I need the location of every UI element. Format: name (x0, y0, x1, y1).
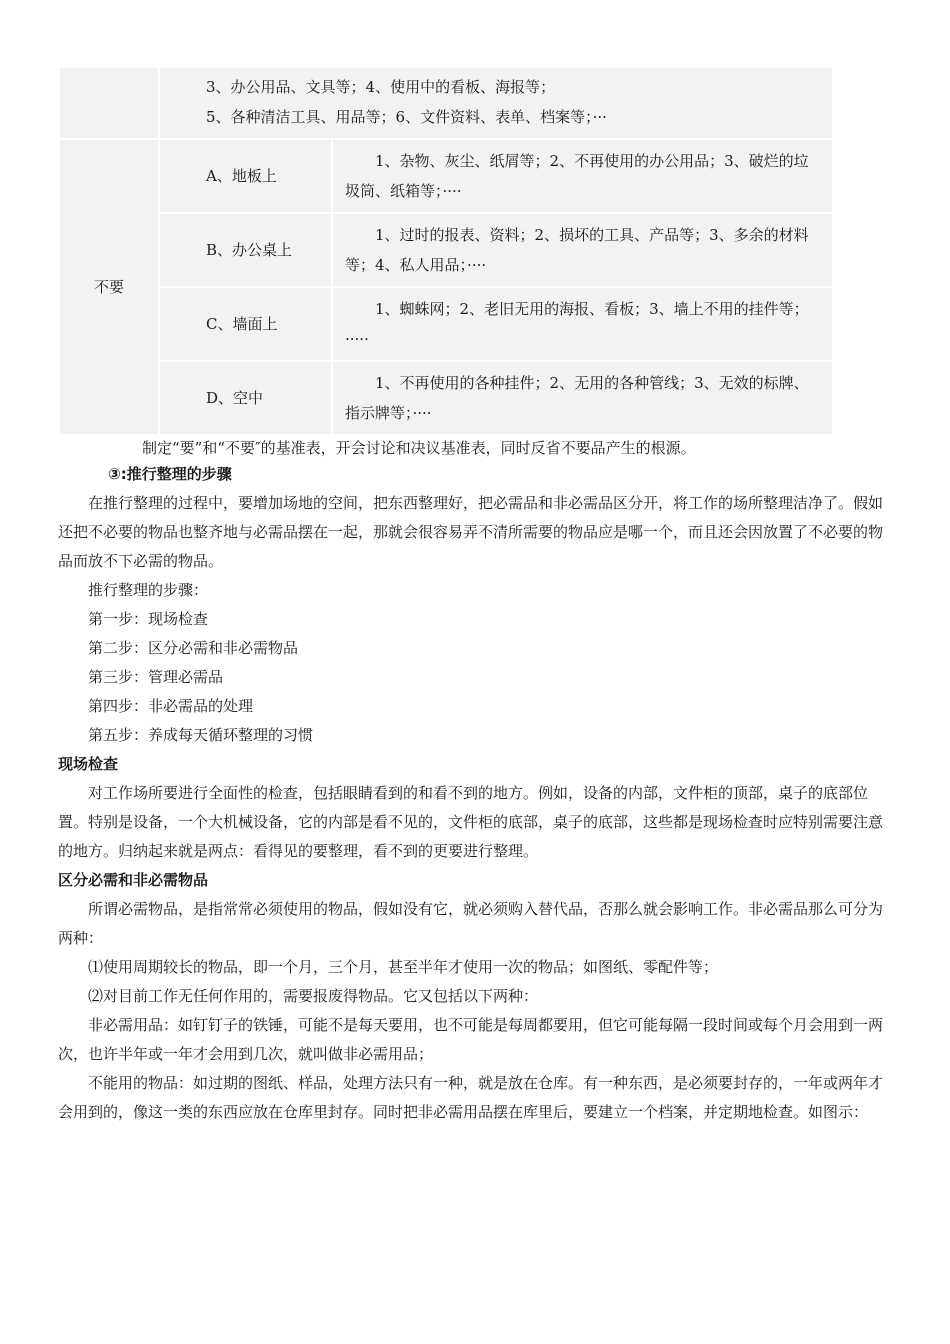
paragraph: 不能用的物品：如过期的图纸、样品，处理方法只有一种，就是放在仓库。有一种东西，是必须要封存的，一年或两年才会用到的，像这一类的东西应放在仓库里封存。同时把非必需用品摆在库里后，要建立一个档案，并定期地检查。如图示： (58, 1074, 884, 1121)
step-item: 第一步：现场检查 (88, 610, 209, 628)
step-item: 第二步：区分必需和非必需物品 (88, 639, 299, 657)
unwanted-label: 不要 (59, 139, 159, 435)
step-item: 第四步：非必需品的处理 (88, 697, 254, 715)
items-cell: 1、杂物、灰尘、纸屑等；2、不再使用的办公用品；3、破烂的垃圾筒、纸箱等；···· (332, 139, 833, 213)
items-cell: 1、过时的报表、资料；2、损坏的工具、产品等；3、多余的材料等；4、私人用品；···· (332, 213, 833, 287)
location-cell: B、办公桌上 (159, 213, 332, 287)
table-row (59, 361, 833, 435)
location-cell: D、空中 (159, 361, 332, 435)
document-page (58, 0, 892, 1127)
table-row (59, 213, 833, 287)
table-row (59, 67, 833, 139)
heading-distinguish: 区分必需和非必需物品 (58, 871, 209, 889)
items-cell: 1、不再使用的各种挂件；2、无用的各种管线；3、无效的标牌、指示牌等；···· (332, 361, 833, 435)
standard-table (58, 66, 834, 436)
table-row (59, 287, 833, 361)
heading-inspection: 现场检查 (58, 755, 119, 773)
paragraph: 非必需用品：如钉钉子的铁锤，可能不是每天要用，也不可能是每周都要用，但它可能每隔一段时间或每个月会用到一两次，也许半年或一年才会用到几次，就叫做非必需用品； (58, 1016, 884, 1063)
list-item: ⑵对目前工作无任何作用的，需要报废得物品。它又包括以下两种： (88, 987, 539, 1005)
paragraph: 所谓必需物品，是指常常必须使用的物品，假如没有它，就必须购入替代品，否那么就会影响工作。非必需品那么可分为两种： (58, 900, 884, 947)
section-heading: ③:推行整理的步骤 (108, 465, 232, 483)
items-cell: 1、蜘蛛网；2、老旧无用的海报、看板；3、墙上不用的挂件等；····· (332, 287, 833, 361)
table-caption: 制定“要”和“不要″的基准表，开会讨论和决议基准表，同时反省不要品产生的根源。 (142, 439, 696, 457)
location-cell: A、地板上 (159, 139, 332, 213)
wanted-items-line: 5、各种清洁工具、用品等；6、文件资料、表单、档案等；··· (206, 108, 607, 126)
step-item: 第五步：养成每天循环整理的习惯 (88, 726, 314, 744)
paragraph: 在推行整理的过程中，要增加场地的空间，把东西整理好，把必需品和非必需品区分开，将工作的场所整理洁净了。假如还把不必要的物品也整齐地与必需品摆在一起，那就会很容易弄不清所需要的物品应是哪一个，而且还会因放置了不必要的物品而放不下必需的物品。 (58, 494, 884, 570)
wanted-items-line: 3、办公用品、文具等；4、使用中的看板、海报等； (206, 78, 556, 96)
step-item: 第三步：管理必需品 (88, 668, 224, 686)
steps-title: 推行整理的步骤： (88, 581, 209, 599)
paragraph: 对工作场所要进行全面性的检查，包括眼睛看到的和看不到的地方。例如，设备的内部，文件柜的顶部，桌子的底部位置。特别是设备，一个大机械设备，它的内部是看不见的，文件柜的底部，桌子的底部，这些都是现场检查时应特别需要注意的地方。归纳起来就是两点：看得见的要整理，看不到的更要进行整理。 (58, 784, 884, 860)
location-cell: C、墙面上 (159, 287, 332, 361)
table-cell-wanted-items (159, 67, 833, 139)
table-cell-empty (59, 67, 159, 139)
list-item: ⑴使用周期较长的物品，即一个月，三个月，甚至半年才使用一次的物品；如图纸、零配件等； (88, 958, 719, 976)
table-row (59, 139, 833, 213)
